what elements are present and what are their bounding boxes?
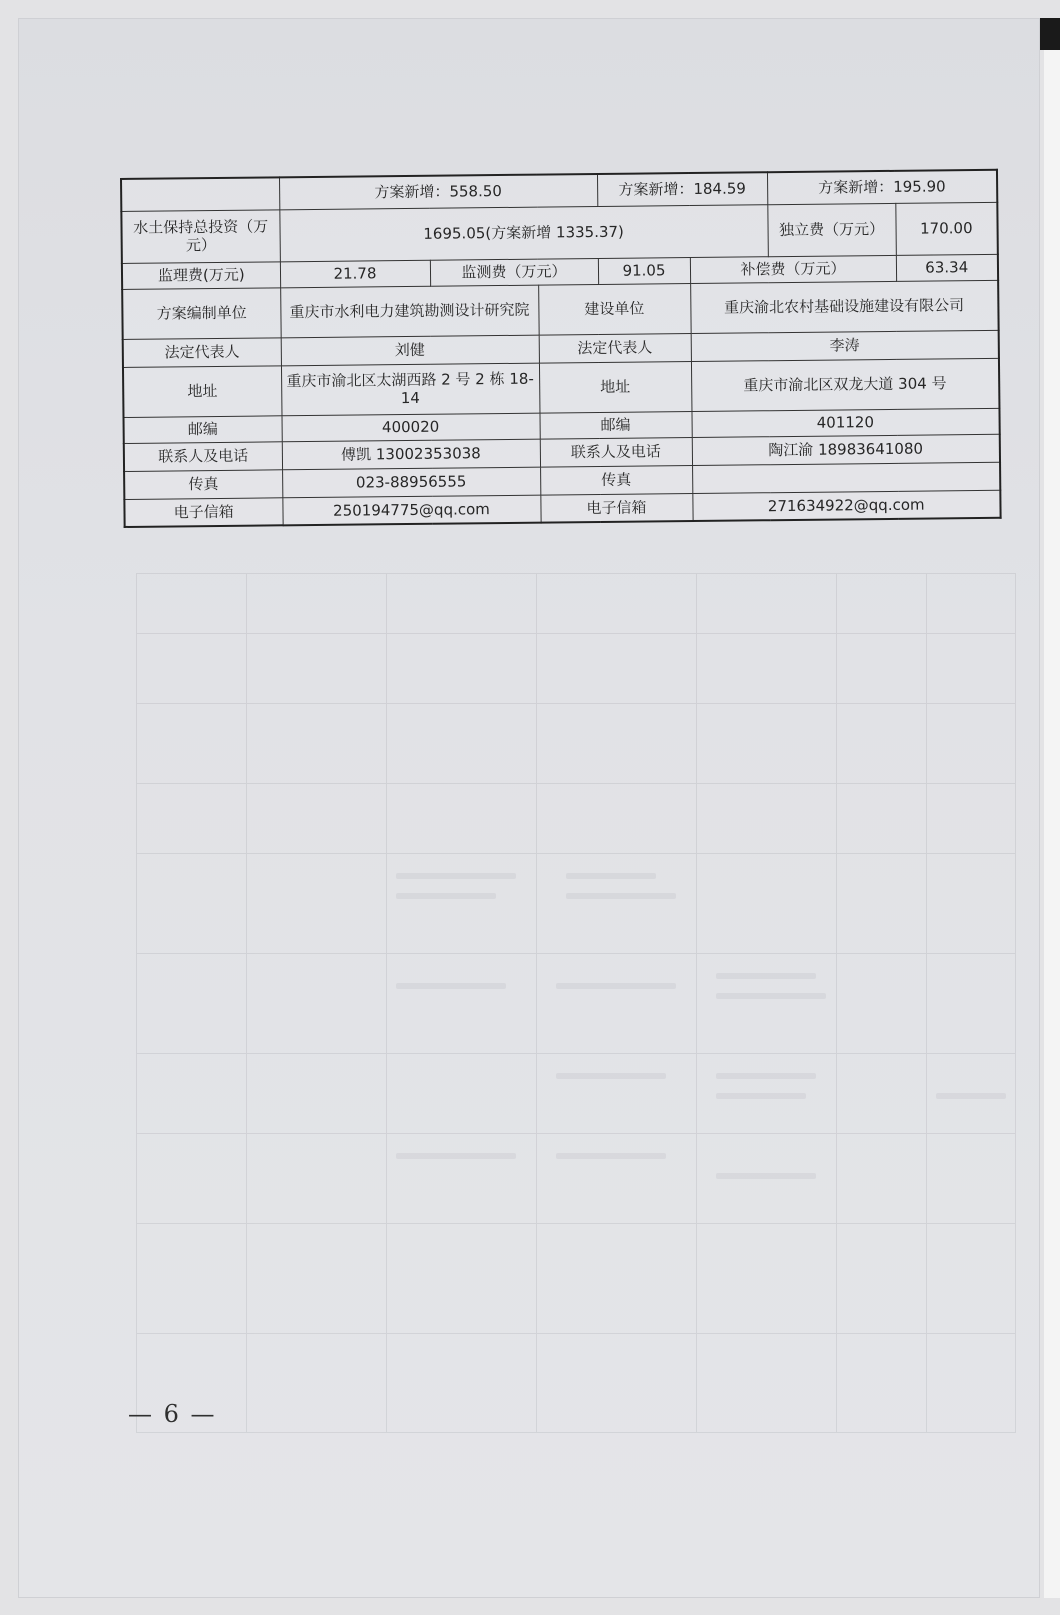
fax-value: 023-88956555: [282, 467, 540, 498]
postcode-value: 400020: [281, 413, 539, 442]
compensation-fee-label: 补偿费（万元）: [690, 255, 896, 283]
table-row: [121, 202, 997, 263]
fax-value-2: [692, 462, 1000, 493]
legal-rep-label-2: 法定代表人: [539, 333, 691, 363]
email-value-2: 271634922@qq.com: [692, 490, 1000, 521]
contact-label-2: 联系人及电话: [540, 437, 692, 467]
project-info-table: [120, 169, 1002, 528]
postcode-label: 邮编: [124, 415, 282, 443]
legal-rep-label: 法定代表人: [123, 337, 281, 367]
email-label-2: 电子信箱: [540, 493, 692, 523]
compensation-fee-value: 63.34: [896, 254, 998, 281]
plan-unit-value: 重庆市水利电力建筑勘测设计研究院: [280, 285, 539, 338]
new-cost-c: 方案新增：195.90: [767, 170, 997, 204]
project-info-table-wrapper: [120, 169, 1004, 528]
construction-unit-value: 重庆渝北农村基础设施建设有限公司: [690, 280, 999, 333]
fax-label: 传真: [124, 469, 282, 499]
page-number: — 6 —: [128, 1400, 217, 1428]
contact-value: 傅凯 13002353038: [282, 439, 540, 470]
show-through-table: [136, 573, 1016, 1433]
total-investment-value: 1695.05(方案新增 1335.37): [279, 204, 768, 261]
empty-cell: [121, 177, 279, 211]
legal-rep-value: 刘健: [281, 335, 539, 366]
plan-unit-label: 方案编制单位: [122, 287, 281, 339]
monitoring-fee-label: 监测费（万元）: [430, 258, 598, 286]
supervision-fee-value: 21.78: [280, 260, 430, 288]
table-row: [123, 358, 999, 417]
contact-label: 联系人及电话: [124, 441, 282, 471]
independent-fee-value: 170.00: [895, 202, 998, 255]
address-value: 重庆市渝北区太湖西路 2 号 2 栋 18-14: [281, 363, 540, 416]
total-investment-label: 水土保持总投资（万元）: [121, 209, 280, 263]
scan-corner-mark: [1040, 18, 1060, 50]
contact-value-2: 陶江渝 18983641080: [692, 434, 1000, 465]
email-label: 电子信箱: [124, 497, 282, 527]
construction-unit-label: 建设单位: [538, 283, 691, 335]
email-value: 250194775@qq.com: [282, 495, 540, 526]
address-label: 地址: [123, 365, 282, 417]
new-cost-b: 方案新增：184.59: [597, 172, 767, 206]
new-cost-a: 方案新增：558.50: [279, 174, 597, 209]
scan-edge: [1044, 18, 1060, 1598]
table-row: [122, 280, 998, 339]
address-label-2: 地址: [539, 361, 692, 413]
postcode-label-2: 邮编: [539, 411, 691, 439]
address-value-2: 重庆市渝北区双龙大道 304 号: [691, 358, 1000, 411]
independent-fee-label: 独立费（万元）: [767, 203, 896, 256]
fax-label-2: 传真: [540, 465, 692, 495]
postcode-value-2: 401120: [691, 408, 999, 437]
monitoring-fee-value: 91.05: [598, 257, 690, 284]
legal-rep-value-2: 李涛: [691, 330, 999, 361]
supervision-fee-label: 监理费(万元): [122, 261, 280, 289]
